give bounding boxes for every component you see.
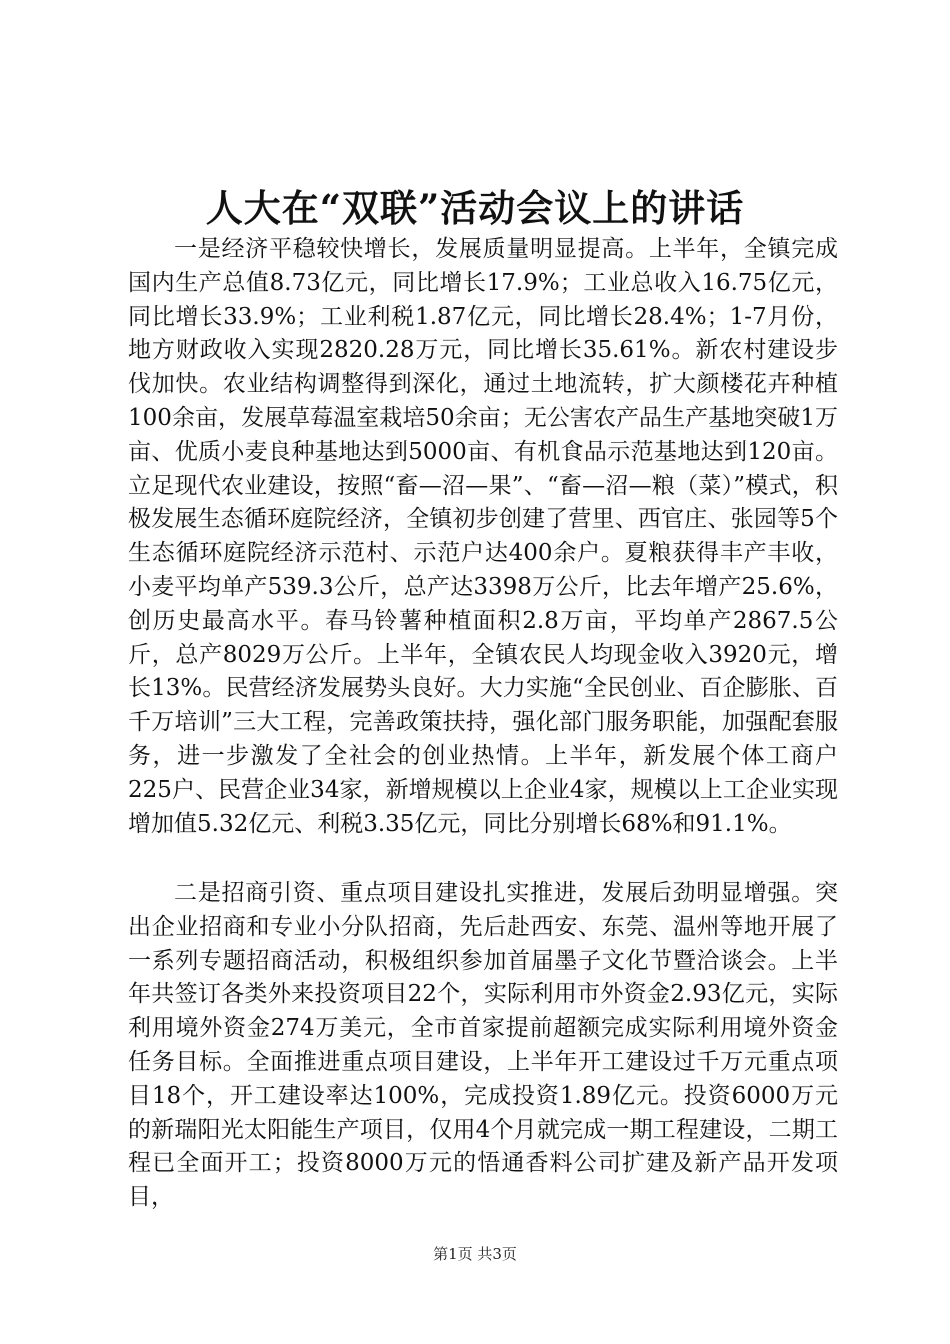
page-footer: 第1页 共3页 bbox=[433, 1245, 517, 1263]
document-title: 人大在“双联”活动会议上的讲话 bbox=[205, 186, 745, 230]
paragraph-economy: 一是经济平稳较快增长，发展质量明显提高。上半年，全镇完成国内生产总值8.73亿元，同比增长17.9%；工业总收入16.75亿元，同比增长33.9%；工业利税1.87亿元，同比增长28.4%；1-7月份，地方财政收入实现2820.28万元，同比增长35.61%。新农村建设步伐加快。农业结构调整得到深化，通过土地流转，扩大颜楼花卉种植100余亩，发展草莓温室栽培50余亩；无公害农产品生产基地突破1万亩、优质小麦良种基地达到5000亩、有机食品示范基地达到120亩。立足现代农业建设，按照“畜—沼—果”、“畜—沼—粮（菜）”模式，积极发展生态循环庭院经济，全镇初步创建了营里、西官庄、张园等5个生态循环庭院经济示范村、示范户达400余户。夏粮获得丰产丰收，小麦平均单产539.3公斤，总产达3398万公斤，比去年增产25.6%，创历史最高水平。春马铃薯种植面积2.8万亩，平均单产2867.5公斤，总产8029万公斤。上半年，全镇农民人均现金收入3920元，增长13%。民营经济发展势头良好。大力实施“全民创业、百企膨胀、百千万培训”三大工程，完善政策扶持，强化部门服务职能，加强配套服务，进一步激发了全社会的创业热情。上半年，新发展个体工商户225户、民营企业34家，新增规模以上企业4家，规模以上工企业实现增加值5.32亿元、利税3.35亿元，同比分别增长68%和91.1%。 bbox=[128, 236, 838, 837]
paragraph-investment: 二是招商引资、重点项目建设扎实推进，发展后劲明显增强。突出企业招商和专业小分队招商，先后赴西安、东莞、温州等地开展了一系列专题招商活动，积极组织参加首届墨子文化节暨洽谈会。上半年共签订各类外来投资项目22个，实际利用市外资金2.93亿元，实际利用境外资金274万美元，全市首家提前超额完成实际利用境外资金任务目标。全面推进重点项目建设，上半年开工建设过千万元重点项目18个，开工建设率达100%，完成投资1.89亿元。投资6000万元的新瑞阳光太阳能生产项目，仅用4个月就完成一期工程建设，二期工程已全面开工；投资8000万元的悟通香料公司扩建及新产品开发项目， bbox=[128, 880, 838, 1211]
